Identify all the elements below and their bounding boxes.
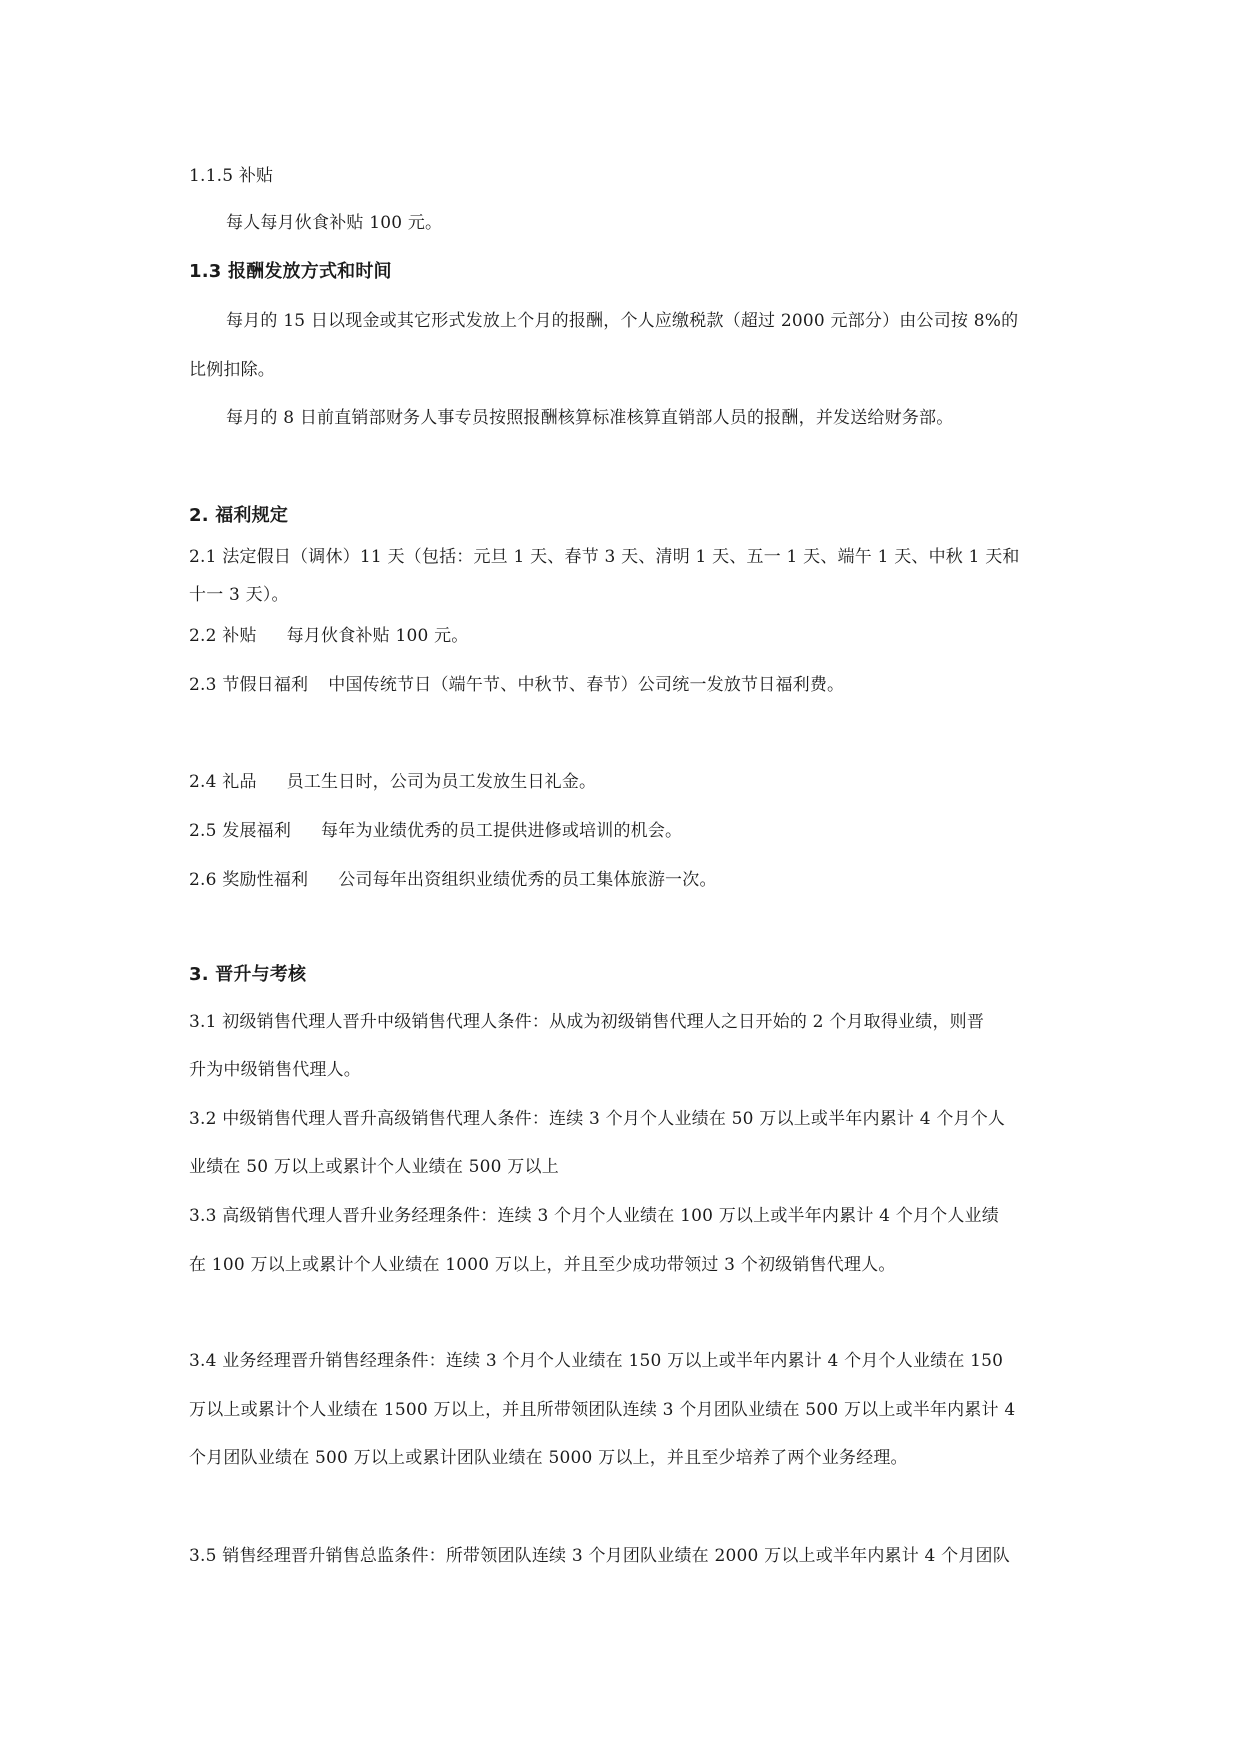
item-3-1-line1: 3.1 初级销售代理人晋升中级销售代理人条件：从成为初级销售代理人之日开始的 2 个月取得业绩，则晋	[189, 1012, 985, 1032]
item-3-3-line1: 3.3 高级销售代理人晋升业务经理条件：连续 3 个月个人业绩在 100 万以上或半年内累计 4 个月个人业绩	[189, 1206, 999, 1226]
item-2-6-label: 2.6 奖励性福利	[189, 870, 309, 890]
item-2-2	[189, 625, 469, 647]
item-2-1-line2: 十一 3 天）。	[189, 585, 289, 605]
item-3-4-line2: 万以上或累计个人业绩在 1500 万以上，并且所带领团队连续 3 个月团队业绩在 500 万以上或半年内累计 4	[189, 1400, 1016, 1420]
item-2-5-label: 2.5 发展福利	[189, 821, 292, 841]
item-2-1-line1: 2.1 法定假日（调休）11 天（包括：元旦 1 天、春节 3 天、清明 1 天、五一 1 天、端午 1 天、中秋 1 天和	[189, 547, 1020, 567]
heading-2-welfare: 2. 福利规定	[189, 505, 289, 526]
paragraph-payment-line2: 比例扣除。	[189, 360, 275, 380]
item-2-5-text: 每年为业绩优秀的员工提供进修或培训的机会。	[321, 821, 683, 841]
item-2-3-label: 2.3 节假日福利	[189, 675, 309, 695]
item-2-4-text: 员工生日时，公司为员工发放生日礼金。	[286, 772, 597, 792]
item-3-4-line1: 3.4 业务经理晋升销售经理条件：连续 3 个月个人业绩在 150 万以上或半年内累计 4 个月个人业绩在 150	[189, 1351, 1004, 1371]
heading-3-promotion: 3. 晋升与考核	[189, 964, 307, 985]
paragraph-meal-subsidy: 每人每月伙食补贴 100 元。	[226, 213, 443, 233]
item-2-6-text: 公司每年出资组织业绩优秀的员工集体旅游一次。	[338, 870, 717, 890]
item-2-2-label: 2.2 补贴	[189, 626, 257, 646]
item-3-4-line3: 个月团队业绩在 500 万以上或累计团队业绩在 5000 万以上，并且至少培养了两个业务经理。	[189, 1448, 908, 1468]
paragraph-payroll-calc: 每月的 8 日前直销部财务人事专员按照报酬核算标准核算直销部人员的报酬，并发送给财务部。	[226, 408, 954, 428]
item-2-5	[189, 820, 682, 842]
item-2-3	[189, 674, 844, 696]
item-3-5-line1: 3.5 销售经理晋升销售总监条件：所带领团队连续 3 个月团队业绩在 2000 万以上或半年内累计 4 个月团队	[189, 1546, 1010, 1566]
paragraph-payment-line1: 每月的 15 日以现金或其它形式发放上个月的报酬，个人应缴税款（超过 2000 元部分）由公司按 8%的	[226, 311, 1019, 331]
item-2-4	[189, 771, 596, 793]
item-2-2-text: 每月伙食补贴 100 元。	[286, 626, 469, 646]
heading-1-1-5: 1.1.5 补贴	[189, 166, 274, 186]
item-3-2-line2: 业绩在 50 万以上或累计个人业绩在 500 万以上	[189, 1157, 559, 1177]
item-2-3-text: 中国传统节日（端午节、中秋节、春节）公司统一发放节日福利费。	[328, 675, 845, 695]
item-3-2-line1: 3.2 中级销售代理人晋升高级销售代理人条件：连续 3 个月个人业绩在 50 万以上或半年内累计 4 个月个人	[189, 1109, 1006, 1129]
item-3-1-line2: 升为中级销售代理人。	[189, 1060, 361, 1080]
heading-1-3: 1.3 报酬发放方式和时间	[189, 261, 392, 282]
item-2-6	[189, 869, 717, 891]
item-2-4-label: 2.4 礼品	[189, 772, 257, 792]
item-3-3-line2: 在 100 万以上或累计个人业绩在 1000 万以上，并且至少成功带领过 3 个初级销售代理人。	[189, 1255, 896, 1275]
